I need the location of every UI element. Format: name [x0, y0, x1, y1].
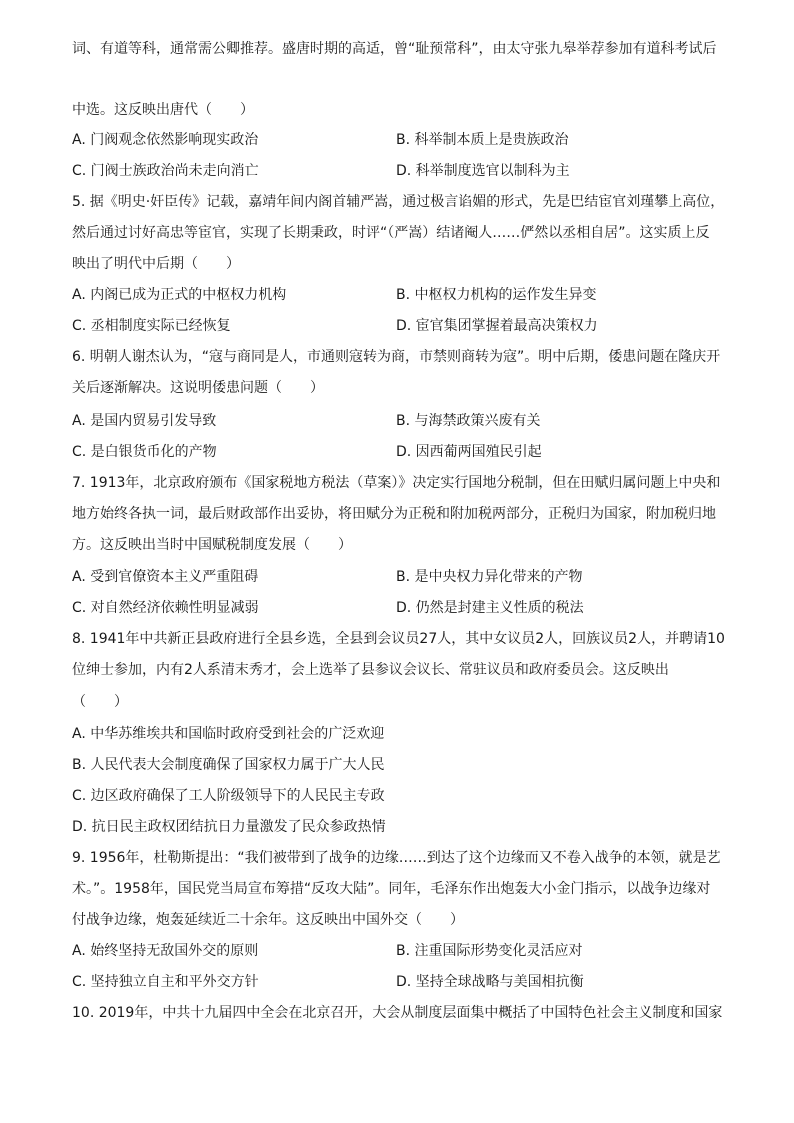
q9-option-c[interactable]: C. 坚持独立自主和平外交方针	[72, 974, 259, 990]
q7-option-d[interactable]: D. 仍然是封建主义性质的税法	[396, 600, 584, 616]
q5-stem-line-3: 映出了明代中后期（ ）	[72, 256, 240, 272]
q4-option-b[interactable]: B. 科举制本质上是贵族政治	[396, 132, 569, 148]
q5-stem-line-1: 5. 据《明史·奸臣传》记载，嘉靖年间内阁首辅严嵩，通过极言谄媚的形式，先是巴结宦官刘瑾攀上高位，	[72, 194, 725, 210]
q4-option-a[interactable]: A. 门阀观念依然影响现实政治	[72, 132, 259, 148]
q10-stem-line-1: 10. 2019年，中共十九届四中全会在北京召开，大会从制度层面集中概括了中国特色社会主义制度和国家	[72, 1005, 723, 1021]
q7-option-a[interactable]: A. 受到官僚资本主义严重阻碍	[72, 569, 259, 585]
q8-option-c[interactable]: C. 边区政府确保了工人阶级领导下的人民民主专政	[72, 788, 385, 804]
q8-option-d[interactable]: D. 抗日民主政权团结抗日力量激发了民众参政热情	[72, 819, 386, 835]
q4-stem-line-2: 中选。这反映出唐代（ ）	[72, 102, 254, 118]
q5-option-b[interactable]: B. 中枢权力机构的运作发生异变	[396, 287, 597, 303]
q4-stem-line-1: 词、有道等科，通常需公卿推荐。盛唐时期的高适，曾“耻预常科”，由太守张九皋举荐参加有道科考试后	[72, 41, 717, 57]
q8-option-a[interactable]: A. 中华苏维埃共和国临时政府受到社会的广泛欢迎	[72, 726, 385, 742]
q7-option-c[interactable]: C. 对自然经济依赖性明显减弱	[72, 600, 259, 616]
q9-option-d[interactable]: D. 坚持全球战略与美国相抗衡	[396, 974, 584, 990]
q5-option-a[interactable]: A. 内阁已成为正式的中枢权力机构	[72, 287, 287, 303]
q9-option-a[interactable]: A. 始终坚持无敌国外交的原则	[72, 943, 259, 959]
q9-stem-line-3: 付战争边缘，炮轰延续近二十余年。这反映出中国外交（ ）	[72, 912, 464, 928]
q6-option-d[interactable]: D. 因西葡两国殖民引起	[396, 444, 542, 460]
q6-option-b[interactable]: B. 与海禁政策兴废有关	[396, 413, 541, 429]
q6-option-c[interactable]: C. 是白银货币化的产物	[72, 444, 217, 460]
q8-option-b[interactable]: B. 人民代表大会制度确保了国家权力属于广大人民	[72, 757, 385, 773]
q7-stem-line-3: 方。这反映出当时中国赋税制度发展（ ）	[72, 537, 352, 553]
q5-option-c[interactable]: C. 丞相制度实际已经恢复	[72, 318, 231, 334]
q7-stem-line-2: 地方始终各执一词，最后财政部作出妥协，将田赋分为正税和附加税两部分，正税归为国家，附加税归地	[72, 506, 716, 522]
q9-stem-line-2: 术。”。1958年，国民党当局宣布筹措“反攻大陆”。同年，毛泽东作出炮轰大小金门指示，以战争边缘对	[72, 881, 711, 897]
q5-stem-line-2: 然后通过讨好高忠等宦官，实现了长期秉政，时评“（严嵩）结诸阉人……俨然以丞相自居”。这实质上反	[72, 225, 710, 241]
q6-stem-line-1: 6. 明朝人谢杰认为，“寇与商同是人，市通则寇转为商，市禁则商转为寇”。明中后期，倭患问题在隆庆开	[72, 349, 721, 365]
q8-stem-line-1: 8. 1941年中共新正县政府进行全县乡选，全县到会议员27人，其中女议员2人，回族议员2人，并聘请10	[72, 631, 725, 647]
q6-option-a[interactable]: A. 是国内贸易引发导致	[72, 413, 217, 429]
q8-stem-line-2: 位绅士参加，内有2人系清末秀才，会上选举了县参议会议长、常驻议员和政府委员会。这反映出	[72, 662, 669, 678]
q4-option-d[interactable]: D. 科举制度选官以制科为主	[396, 163, 570, 179]
q6-stem-line-2: 关后逐渐解决。这说明倭患问题（ ）	[72, 380, 324, 396]
q7-option-b[interactable]: B. 是中央权力异化带来的产物	[396, 569, 583, 585]
q8-stem-line-3: （ ）	[72, 694, 128, 710]
q9-option-b[interactable]: B. 注重国际形势变化灵活应对	[396, 943, 583, 959]
q5-option-d[interactable]: D. 宦官集团掌握着最高决策权力	[396, 318, 598, 334]
q7-stem-line-1: 7. 1913年，北京政府颁布《国家税地方税法（草案）》决定实行国地分税制，但在田赋归属问题上中央和	[72, 475, 721, 491]
q4-option-c[interactable]: C. 门阀士族政治尚未走向消亡	[72, 163, 259, 179]
q9-stem-line-1: 9. 1956年，杜勒斯提出：“我们被带到了战争的边缘……到达了这个边缘而又不卷入战争的本领，就是艺	[72, 850, 721, 866]
